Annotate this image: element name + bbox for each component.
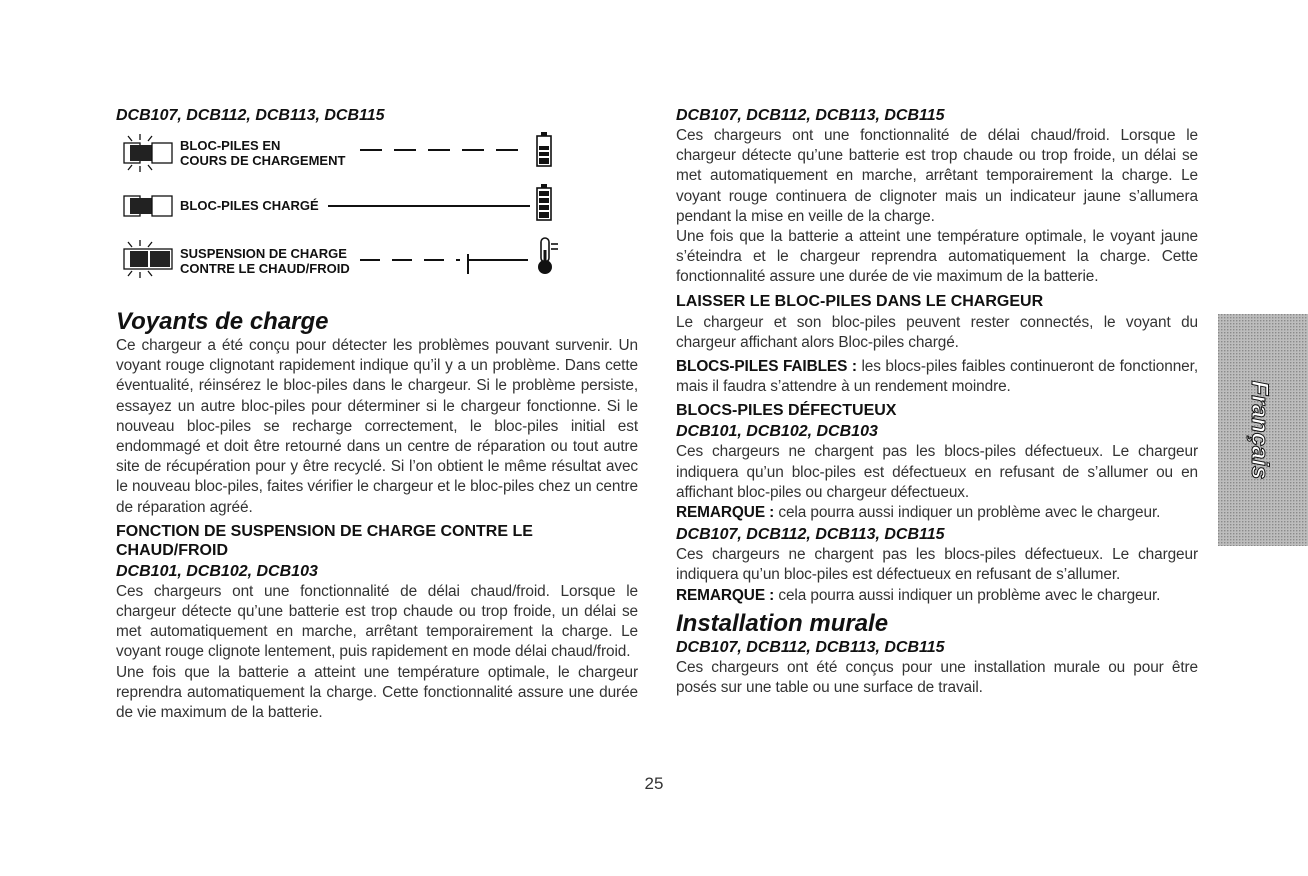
defective-model-1: DCB101, DCB102, DCB103 xyxy=(676,423,878,441)
install-model: DCB107, DCB112, DCB113, DCB115 xyxy=(676,638,945,656)
note-2 xyxy=(676,586,1198,606)
model-heading: DCB107, DCB112, DCB113, DCB115 xyxy=(116,107,385,124)
title-voyants: Voyants de charge xyxy=(116,308,329,335)
side-tab-label: Français xyxy=(1246,380,1273,480)
page-number: 25 xyxy=(644,774,664,793)
heading-defective: BLOCS-PILES DÉFECTUEUX xyxy=(676,402,897,420)
right-column xyxy=(676,106,1198,698)
language-side-tab xyxy=(1218,314,1308,546)
defective-text-2: Ces chargeurs ne chargent pas les blocs-piles défectueux. Le chargeur indiquera qu’un bloc-piles est défectueux en refusant de s’allumer. xyxy=(676,546,1198,584)
note-text: cela pourra aussi indiquer un problème avec le chargeur. xyxy=(774,504,1161,522)
weak-packs-paragraph xyxy=(676,357,1198,397)
title-installation: Installation murale xyxy=(676,609,889,637)
charge-indicator-legend xyxy=(116,126,638,306)
heading-leave-pack: LAISSER LE BLOC-PILES DANS LE CHARGEUR xyxy=(676,292,1044,310)
install-text: Ces chargeurs ont été conçus pour une installation murale ou pour être posés sur une table ou une surface de travail. xyxy=(676,658,1198,697)
hot-cold-indicator-icon xyxy=(122,238,176,278)
solid-line xyxy=(328,204,530,208)
note2-text: cela pourra aussi indiquer un problème avec le chargeur. xyxy=(774,586,1161,604)
note-label: REMARQUE : xyxy=(676,504,775,522)
right-paragraph-1: Ces chargeurs ont une fonctionnalité de délai chaud/froid. Lorsque le chargeur détecte qu’une batterie est trop chaude ou trop froide, un délai se met automatiquement en marche, arrêtant temporairement la charge. Le voyant rouge continuera de clignoter mais un indicateur jaune s’allumera pendant la mise en veille de la charge. xyxy=(676,127,1198,225)
legend-charged-label: BLOC-PILES CHARGÉ xyxy=(180,198,319,213)
dashed-line xyxy=(360,148,530,152)
defective-text-1: Ces chargeurs ne chargent pas les blocs-piles défectueux. Le chargeur indiquera qu’un bloc-piles est défectueux en refusant de s’allumer ou en affichant bloc-piles ou chargeur défectueux. xyxy=(676,443,1198,501)
defective-model-2: DCB107, DCB112, DCB113, DCB115 xyxy=(676,526,945,544)
note2-label: REMARQUE : xyxy=(676,586,775,604)
section-heading-suspension: FONCTION DE SUSPENSION DE CHARGE CONTRE LE CHAUD/FROID xyxy=(116,522,533,559)
left-column xyxy=(116,106,638,723)
legend-hot-cold-label: SUSPENSION DE CHARGE CONTRE LE CHAUD/FROID xyxy=(180,246,350,276)
section-paragraph-2: Une fois que la batterie a atteint une température optimale, le chargeur reprendra automatiquement la charge. Cette fonctionnalité assure une durée de vie maximum de la batterie. xyxy=(116,663,638,722)
leave-pack-text: Le chargeur et son bloc-piles peuvent rester connectés, le voyant du chargeur affichant alors Bloc-piles chargé. xyxy=(676,313,1198,351)
model-heading-right: DCB107, DCB112, DCB113, DCB115 xyxy=(676,107,945,124)
weak-packs-text: les blocs-piles faibles continueront de fonctionner, mais il faudra s’attendre à un rendement moindre. xyxy=(676,358,1198,396)
battery-charging-icon xyxy=(536,132,552,168)
weak-packs-label: BLOCS-PILES FAIBLES : xyxy=(676,358,857,376)
solid-indicator-icon xyxy=(122,190,176,220)
battery-full-icon xyxy=(536,184,552,222)
thermometer-icon xyxy=(536,236,560,276)
note-1 xyxy=(676,503,1198,523)
section-model: DCB101, DCB102, DCB103 xyxy=(116,562,318,580)
dashed-solid-line xyxy=(360,254,530,278)
legend-charging-label: BLOC-PILES EN COURS DE CHARGEMENT xyxy=(180,138,346,168)
blinking-indicator-icon xyxy=(122,132,176,172)
right-paragraph-2: Une fois que la batterie a atteint une température optimale, le voyant jaune s’éteindra et le chargeur reprendra automatiquement la charge. Cette fonctionnalité assure une durée de vie maximum de la batterie. xyxy=(676,228,1198,286)
intro-paragraph: Ce chargeur a été conçu pour détecter les problèmes pouvant survenir. Un voyant rouge clignotant rapidement indique qu’il y a un problème. Dans cette éventualité, réinsérez le bloc-piles dans le chargeur. Si le problème persiste, essayez un autre bloc-piles pour déterminer si le chargeur fonctionne. Si le nouveau bloc-piles se recharge correctement, le bloc-piles initial est endommagé et doit être retourné dans un centre de réparation ou tout autre site de récupération pour y être recyclé. Si l’on obtient le même résultat avec le nouveau bloc-piles, faites vérifier le chargeur et le bloc-piles chez un centre de réparation agréé. xyxy=(116,337,638,516)
section-paragraph-1: Ces chargeurs ont une fonctionnalité de délai chaud/froid. Lorsque le chargeur détecte qu’une batterie est trop chaude ou trop froide, un délai se met automatiquement en marche, arrêtant temporairement la charge. Le voyant rouge clignote lentement, puis rapidement en mode délai chaud/froid. xyxy=(116,582,638,661)
